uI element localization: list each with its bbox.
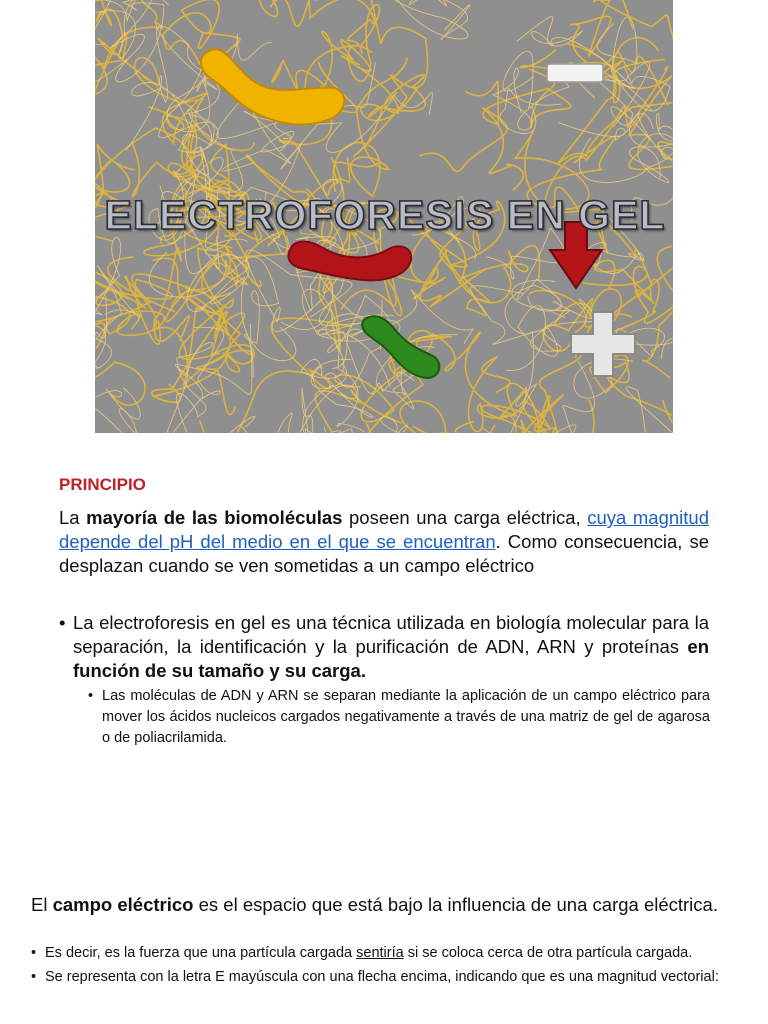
principio-paragraph: La mayoría de las biomoléculas poseen una carga eléctrica, cuya magnitud depende del pH del medio en el que se encuentran. Como consecuencia, se desplazan cuando se ven sometidas a un campo eléctrico bbox=[59, 507, 709, 576]
list-item: • Es decir, es la fuerza que una partícula cargada sentiría si se coloca cerca de otra partícula cargada. bbox=[31, 943, 729, 963]
list-item: • Las moléculas de ADN y ARN se separan mediante la aplicación de un campo eléctrico para mover los ácidos nucleicos cargados negativamente a través de una matriz de gel de agarosa o de poliacrilamida. bbox=[88, 686, 710, 749]
list-item: • La electroforesis en gel es una técnica utilizada en biología molecular para la separación, la identificación y la purificación de ADN, ARN y proteínas en función de su tamaño y su carga. bbox=[59, 611, 709, 683]
minus-sign-icon bbox=[547, 64, 603, 82]
hero-title: ELECTROFORESIS EN GEL bbox=[104, 192, 666, 238]
hero-image bbox=[95, 0, 673, 433]
principio-bullets bbox=[59, 611, 709, 683]
campo-bullets bbox=[31, 943, 729, 991]
campo-paragraph: El campo eléctrico es el espacio que está bajo la influencia de una carga eléctrica. bbox=[31, 894, 718, 915]
ph-dependence-link[interactable]: cuya magnitud depende del pH del medio en el que se encuentran bbox=[59, 507, 709, 552]
principio-sub-bullets bbox=[88, 686, 710, 749]
list-item: • Se representa con la letra E mayúscula con una flecha encima, indicando que es una magnitud vectorial: bbox=[31, 967, 729, 987]
section-title-principio: PRINCIPIO bbox=[59, 475, 146, 494]
